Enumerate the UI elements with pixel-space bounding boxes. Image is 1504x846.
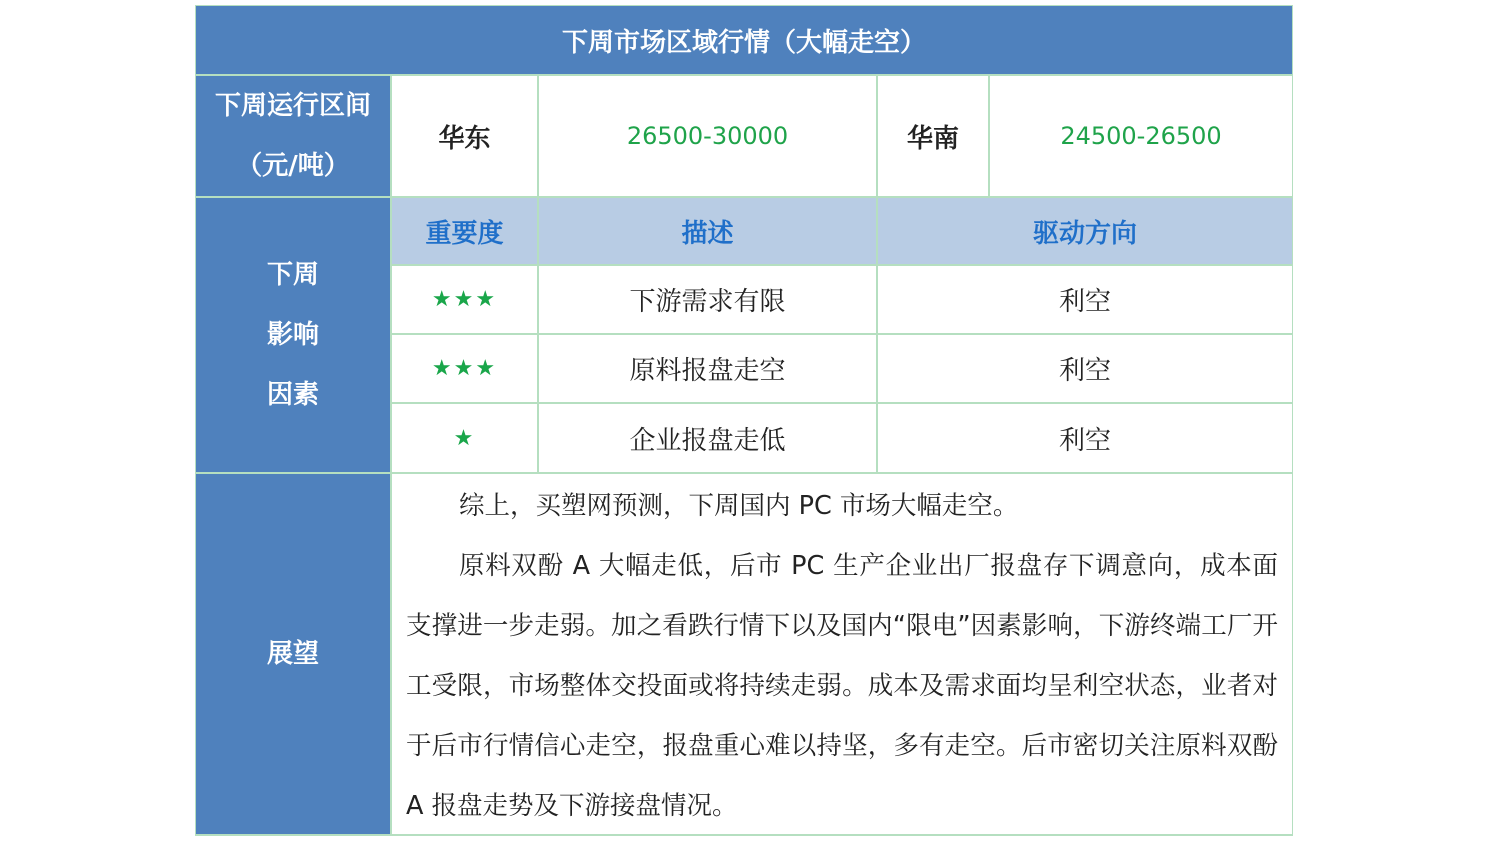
table-title: 下周市场区域行情（大幅走空）	[196, 6, 1292, 74]
factor-row-2-importance: ★★★	[392, 335, 537, 402]
east-region-label: 华东	[392, 76, 537, 196]
factor-row-2-description: 原料报盘走空	[539, 335, 876, 402]
outlook-label: 展望	[196, 474, 390, 834]
factor-row-1-description: 下游需求有限	[539, 266, 876, 333]
col-header-direction: 驱动方向	[878, 198, 1292, 264]
grid-line	[390, 74, 392, 836]
grid-line	[537, 74, 539, 474]
grid-line	[390, 333, 1293, 335]
col-header-importance: 重要度	[392, 198, 537, 264]
grid-line	[876, 74, 878, 474]
factors-label-line1: 下周	[266, 260, 319, 290]
range-label-line1: 下周运行区间	[214, 91, 371, 121]
grid-line	[195, 74, 1293, 76]
range-label	[196, 76, 390, 196]
east-price-range: 26500-30000	[539, 76, 876, 196]
factors-label	[196, 198, 390, 472]
factors-label-line3: 因素	[266, 380, 319, 410]
outlook-paragraph-1: 综上，买塑网预测，下周国内 PC 市场大幅走空。	[459, 491, 1019, 521]
factor-row-3-importance: ★	[392, 404, 537, 472]
grid-line	[390, 402, 1293, 404]
col-header-description: 描述	[539, 198, 876, 264]
outlook-content	[392, 474, 1292, 834]
factors-label-line2: 影响	[266, 320, 319, 350]
range-label-line2: （元/吨）	[236, 151, 350, 181]
factor-row-3-description: 企业报盘走低	[539, 404, 876, 472]
south-region-label: 华南	[878, 76, 988, 196]
grid-line	[390, 264, 1293, 266]
south-price-range: 24500-26500	[990, 76, 1292, 196]
factor-row-1-importance: ★★★	[392, 266, 537, 333]
factor-row-1-direction: 利空	[878, 266, 1292, 333]
outlook-paragraph-2: 原料双酚 A 大幅走低，后市 PC 生产企业出厂报盘存下调意向，成本面支撑进一步走弱。加之看跌行情下以及国内“限电”因素影响，下游终端工厂开工受限，市场整体交投面或将持续走弱。成本及需求面均呈利空状态，业者对于后市行情信心走空，报盘重心难以持坚，多有走空。后市密切关注原料双酚 A 报盘走势及下游接盘情况。	[406, 551, 1278, 821]
grid-line	[988, 74, 990, 198]
grid-line	[195, 472, 1293, 474]
factor-row-2-direction: 利空	[878, 335, 1292, 402]
grid-line	[195, 196, 1293, 198]
factor-row-3-direction: 利空	[878, 404, 1292, 472]
